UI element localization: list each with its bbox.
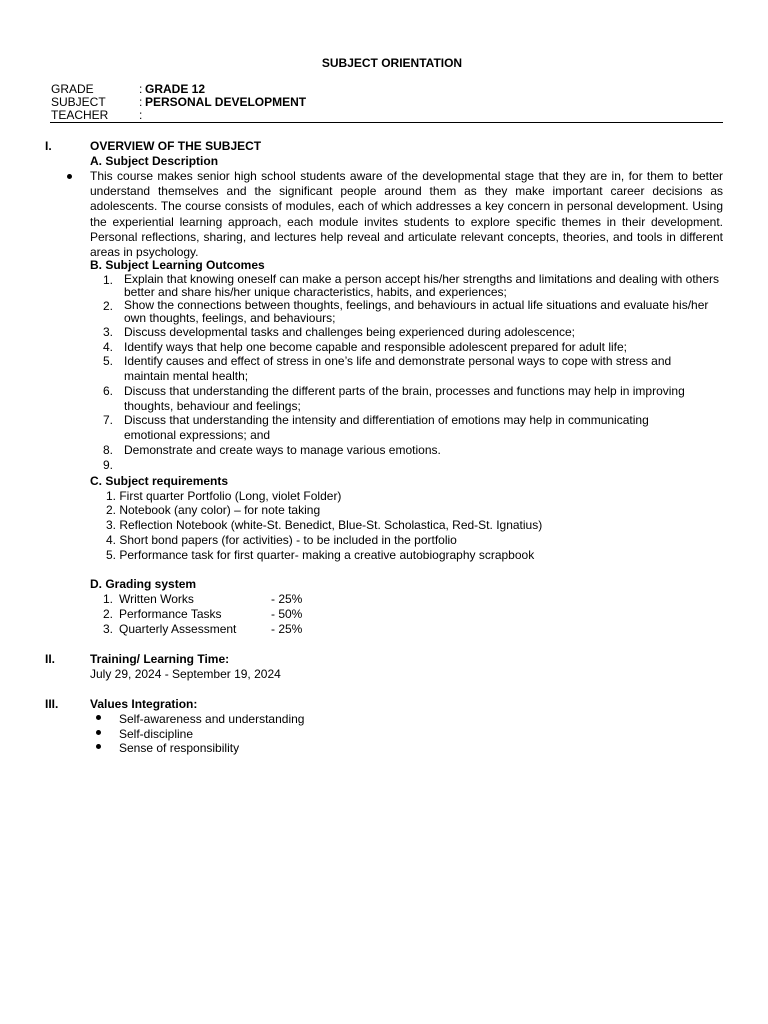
value-item: Self-discipline — [119, 727, 194, 741]
bullet-icon — [96, 730, 101, 735]
grading-value: - 25% — [271, 622, 303, 636]
requirements-heading: C. Subject requirements — [90, 474, 229, 488]
outcome-text: Discuss that understanding the intensity and differentiation of emotions may help in communicating emotional expressions; and — [124, 413, 649, 442]
bullet-icon — [96, 744, 101, 749]
grading-value: - 50% — [271, 607, 303, 621]
teacher-separator: : — [139, 108, 143, 122]
requirement-item: 1. First quarter Portfolio (Long, violet Folder) — [106, 489, 342, 503]
grading-number: 1. — [103, 592, 114, 606]
subject-description-heading: A. Subject Description — [90, 154, 219, 168]
outcome-text: Identify ways that help one become capable and responsible adolescent prepared for adult life; — [124, 340, 627, 354]
requirement-item: 4. Short bond papers (for activities) - to be included in the portfolio — [106, 533, 457, 547]
grade-label: GRADE — [51, 82, 94, 96]
outcome-number: 3. — [103, 325, 114, 339]
outcome-text: Discuss that understanding the different parts of the brain, processes and functions may help in improving thoughts, behaviour and feelings; — [124, 384, 685, 413]
section-2-numeral: II. — [45, 652, 56, 666]
outcome-text: Identify causes and effect of stress in one’s life and demonstrate personal ways to cope with stress and maintain mental health; — [124, 354, 672, 383]
grading-heading: D. Grading system — [90, 577, 197, 591]
section-3-numeral: III. — [45, 697, 59, 711]
section-3-heading: Values Integration: — [90, 697, 198, 711]
grading-value: - 25% — [271, 592, 303, 606]
outcome-number: 7. — [103, 413, 114, 427]
subject-value: PERSONAL DEVELOPMENT — [145, 95, 307, 109]
outcome-text: Discuss developmental tasks and challenges being experienced during adolescence; — [124, 325, 575, 339]
requirement-item: 2. Notebook (any color) – for note taking — [106, 503, 321, 517]
grading-label: Written Works — [119, 592, 194, 606]
value-item: Self-awareness and understanding — [119, 712, 305, 726]
outcome-text: Show the connections between thoughts, feelings, and behaviours in actual life situations and evaluate his/her own thoughts, feelings, and behaviours; — [124, 298, 709, 325]
subject-separator: : — [139, 95, 143, 109]
bullet-icon — [96, 715, 101, 720]
grading-label: Quarterly Assessment — [119, 622, 237, 636]
grade-separator: : — [139, 82, 143, 96]
grading-number: 3. — [103, 622, 114, 636]
outcome-number: 5. — [103, 354, 114, 368]
outcome-number: 8. — [103, 443, 114, 457]
outcome-number: 4. — [103, 340, 114, 354]
subject-label: SUBJECT — [51, 95, 106, 109]
outcome-number: 1. — [103, 273, 114, 287]
outcome-text: Explain that knowing oneself can make a person accept his/her strengths and limitations and dealing with others better and share his/her unique characteristics, habits, and experiences; — [124, 272, 720, 299]
requirement-item: 5. Performance task for first quarter- making a creative autobiography scrapbook — [106, 548, 535, 562]
subject-description-text: This course makes senior high school students aware of the developmental stage that they are in, for them to better understand themselves and the significant people around them as they make important career decisions as adolescents. The course consists of modules, each of which addresses a key concern in personal development. Using the experiential learning approach, each module invites students to explore specific themes in their development. Personal reflections, sharing, and lectures help reveal and articulate relevant concepts, theories, and tools in different areas in psychology. — [90, 169, 723, 260]
header-divider — [50, 122, 723, 123]
learning-time-text: July 29, 2024 - September 19, 2024 — [90, 667, 281, 681]
section-1-numeral: I. — [45, 139, 52, 153]
value-item: Sense of responsibility — [119, 741, 240, 755]
outcome-number: 6. — [103, 384, 114, 398]
grading-label: Performance Tasks — [119, 607, 222, 621]
requirement-item: 3. Reflection Notebook (white-St. Benedict, Blue-St. Scholastica, Red-St. Ignatius) — [106, 518, 543, 532]
teacher-label: TEACHER — [51, 108, 109, 122]
outcome-number: 9. — [103, 458, 114, 472]
learning-outcomes-heading: B. Subject Learning Outcomes — [90, 258, 265, 272]
section-1-heading: OVERVIEW OF THE SUBJECT — [90, 139, 262, 153]
grade-value: GRADE 12 — [145, 82, 206, 96]
outcome-number: 2. — [103, 299, 114, 313]
bullet-icon — [67, 174, 72, 179]
section-2-heading: Training/ Learning Time: — [90, 652, 230, 666]
grading-number: 2. — [103, 607, 114, 621]
outcome-text: Demonstrate and create ways to manage various emotions. — [124, 443, 441, 457]
page-title: SUBJECT ORIENTATION — [321, 56, 463, 70]
